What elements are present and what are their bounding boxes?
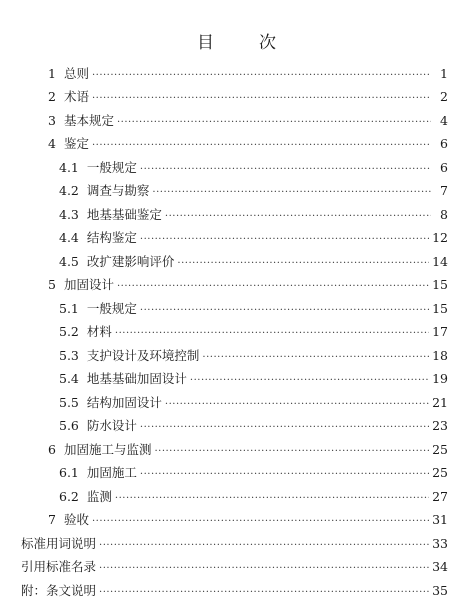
toc-entry-label: 术语 <box>63 89 89 104</box>
toc-entry[interactable] <box>21 552 448 576</box>
toc-dot-leader <box>99 583 429 599</box>
toc-entry-label: 加固设计 <box>63 277 114 292</box>
toc-entry-page-number: 1 <box>440 65 448 81</box>
toc-entry-label: 一般规定 <box>86 300 137 316</box>
toc-dot-leader <box>92 136 431 152</box>
toc-entry-page-number: 18 <box>432 347 448 363</box>
toc-entry-label: 一般规定 <box>86 159 137 175</box>
toc-entry-label: 支护设计及环境控制 <box>86 347 200 363</box>
toc-dot-leader <box>165 395 429 411</box>
toc-entry-page-number: 21 <box>432 394 448 410</box>
toc-entry[interactable] <box>48 481 448 505</box>
toc-entry[interactable] <box>48 58 448 82</box>
toc-entry-number: 5 <box>48 277 56 292</box>
toc-entry-label: 结构加固设计 <box>86 394 162 410</box>
toc-entry[interactable] <box>48 293 448 317</box>
toc-entry-page-number: 25 <box>432 441 448 457</box>
toc-entry-page-number: 31 <box>432 512 448 527</box>
toc-entry[interactable] <box>48 387 448 411</box>
toc-dot-leader <box>140 418 429 434</box>
toc-entry-number: 3 <box>48 112 56 128</box>
toc-entry-number: 4 <box>48 136 56 151</box>
toc-dot-leader <box>115 324 429 340</box>
toc-dot-leader <box>165 207 431 223</box>
toc-entry-label: 加固施工与监测 <box>63 441 152 457</box>
toc-entry-number: 6 <box>48 441 56 457</box>
toc-entry[interactable] <box>48 364 448 388</box>
toc-entry-page-number: 14 <box>432 253 448 269</box>
toc-entry-label: 调查与勘察 <box>86 183 150 198</box>
toc-entry[interactable] <box>48 176 448 200</box>
toc-entry-number: 6.2 <box>59 488 79 504</box>
toc-entry-number: 4.5 <box>59 253 79 269</box>
toc-entry-page-number: 27 <box>432 488 448 504</box>
toc-dot-leader <box>117 277 429 293</box>
toc-entry-page-number: 19 <box>432 371 448 386</box>
toc-entry[interactable] <box>21 528 448 552</box>
toc-title: 目 次 <box>197 33 290 53</box>
toc-entry-label: 总则 <box>63 65 89 81</box>
toc-list <box>21 58 448 599</box>
toc-entry-label: 结构鉴定 <box>86 230 137 245</box>
toc-entry-label: 引用标准名录 <box>21 559 97 574</box>
toc-entry-number: 4.3 <box>59 206 79 222</box>
toc-entry-label: 鉴定 <box>63 136 89 151</box>
toc-entry-page-number: 35 <box>432 582 448 598</box>
toc-entry-label: 附：条文说明 <box>21 582 97 598</box>
toc-entry-number: 5.4 <box>59 371 79 386</box>
toc-entry[interactable] <box>48 505 448 529</box>
toc-entry-label: 材料 <box>86 324 112 339</box>
toc-dot-leader <box>99 536 429 552</box>
toc-dot-leader <box>140 301 429 317</box>
toc-entry[interactable] <box>48 340 448 364</box>
toc-entry[interactable] <box>48 129 448 153</box>
toc-entry-number: 4.2 <box>59 183 79 198</box>
toc-entry[interactable] <box>48 199 448 223</box>
toc-entry-number: 4.1 <box>59 159 79 175</box>
toc-entry-label: 标准用词说明 <box>21 535 97 551</box>
toc-dot-leader <box>92 66 431 82</box>
toc-dot-leader <box>117 113 431 129</box>
toc-entry[interactable] <box>48 246 448 270</box>
toc-entry-page-number: 6 <box>440 159 448 175</box>
toc-entry-label: 地基基础加固设计 <box>86 371 187 386</box>
toc-dot-leader <box>202 348 429 364</box>
toc-entry-page-number: 33 <box>432 535 448 551</box>
toc-entry-page-number: 15 <box>432 300 448 316</box>
toc-entry[interactable] <box>48 270 448 294</box>
toc-entry-page-number: 8 <box>440 206 448 222</box>
toc-dot-leader <box>92 89 431 105</box>
toc-entry-label: 加固施工 <box>86 465 137 480</box>
toc-entry-number: 7 <box>48 512 56 527</box>
toc-entry[interactable] <box>48 82 448 106</box>
toc-entry-label: 基本规定 <box>63 112 114 128</box>
toc-entry[interactable] <box>21 575 448 599</box>
toc-entry[interactable] <box>48 105 448 129</box>
toc-dot-leader <box>140 160 431 176</box>
toc-entry-page-number: 17 <box>432 324 448 339</box>
toc-dot-leader <box>177 254 429 270</box>
toc-entry-label: 防水设计 <box>86 418 137 433</box>
toc-dot-leader <box>140 230 429 246</box>
toc-entry-page-number: 25 <box>432 465 448 480</box>
toc-entry-page-number: 4 <box>440 112 448 128</box>
toc-dot-leader <box>190 371 429 387</box>
toc-entry-page-number: 6 <box>440 136 448 151</box>
toc-entry-page-number: 15 <box>432 277 448 292</box>
toc-entry-number: 5.1 <box>59 300 79 316</box>
toc-entry[interactable] <box>48 434 448 458</box>
toc-entry-number: 4.4 <box>59 230 79 245</box>
toc-entry-label: 地基基础鉴定 <box>86 206 162 222</box>
toc-entry-label: 改扩建影响评价 <box>86 253 175 269</box>
toc-dot-leader <box>92 512 429 528</box>
toc-entry[interactable] <box>48 317 448 341</box>
toc-dot-leader <box>152 183 431 199</box>
toc-dot-leader <box>140 465 429 481</box>
toc-entry-number: 2 <box>48 89 56 104</box>
toc-entry[interactable] <box>48 152 448 176</box>
toc-dot-leader <box>99 559 429 575</box>
toc-entry-number: 5.5 <box>59 394 79 410</box>
toc-entry-number: 1 <box>48 65 56 81</box>
toc-dot-leader <box>154 442 429 458</box>
toc-entry-page-number: 23 <box>432 418 448 433</box>
toc-entry-label: 监测 <box>86 488 112 504</box>
toc-entry-number: 5.3 <box>59 347 79 363</box>
toc-entry-number: 6.1 <box>59 465 79 480</box>
toc-entry[interactable] <box>48 458 448 482</box>
toc-entry-page-number: 12 <box>432 230 448 245</box>
toc-entry-page-number: 34 <box>432 559 448 574</box>
toc-entry[interactable] <box>48 411 448 435</box>
toc-entry[interactable] <box>48 223 448 247</box>
toc-entry-page-number: 7 <box>440 183 448 198</box>
toc-entry-number: 5.6 <box>59 418 79 433</box>
toc-entry-page-number: 2 <box>440 89 448 104</box>
toc-entry-number: 5.2 <box>59 324 79 339</box>
toc-entry-label: 验收 <box>63 512 89 527</box>
toc-dot-leader <box>115 489 429 505</box>
